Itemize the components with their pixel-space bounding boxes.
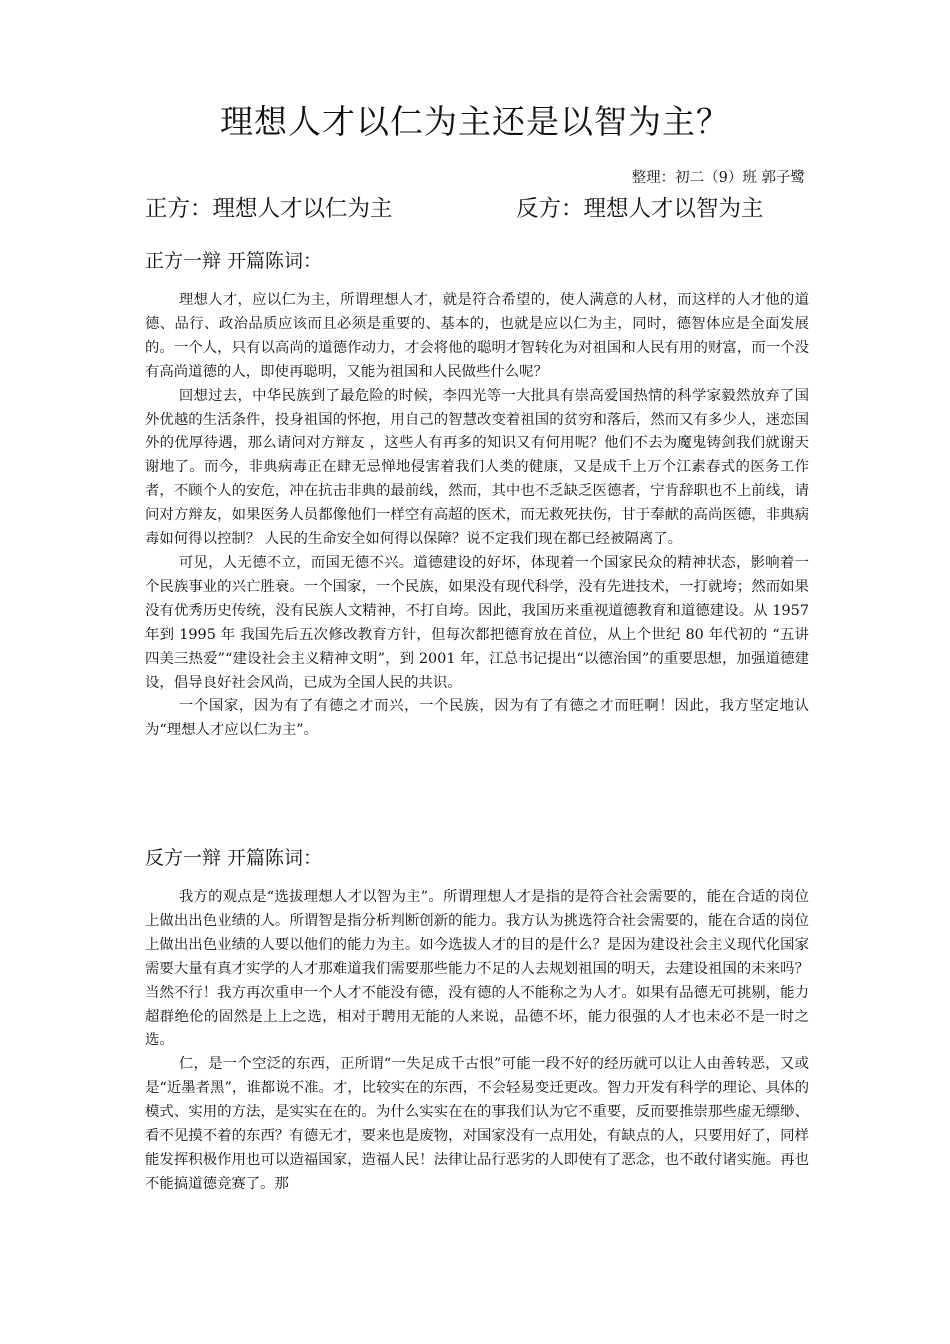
paragraph: 回想过去，中华民族到了最危险的时候，李四光等一大批具有崇高爱国热情的科学家毅然放弃了国外优越的生活条件，投身祖国的怀抱，用自己的智慧改变着祖国的贫穷和落后，然而又有多少人，迷恋国外的优厚待遇，那么请问对方辩友 ，这些人有再多的知识又有何用呢？他们不去为魔鬼铸剑我们就谢天谢地了。而今，非典病毒正在肆无忌惮地侵害着我们人类的健康，又是成千上万个江素春式的医务工作者，不顾个人的安危，冲在抗击非典的最前线，然而，其中也不乏缺乏医德者，宁肯辞职也不上前线，请问对方辩友，如果医务人员都像他们一样空有高超的医术，而无救死扶伤，甘于奉献的高尚医德，非典病毒如何得以控制？ 人民的生命安全如何得以保障？说不定我们现在都已经被隔离了。: [145, 387, 809, 548]
con-side-statement: 反方：理想人才以智为主: [516, 196, 764, 222]
compiler-credit: 整理：初二（9）班 郭子鹭: [631, 170, 805, 186]
paragraph: 仁，是一个空泛的东西，正所谓“一失足成千古恨”可能一段不好的经历就可以让人由善转恶，又或是“近墨者黑”，谁都说不准。才，比较实在的东西，不会轻易变迁更改。智力开发有科学的理论、具体的模式、实用的方法，是实实在在的。为什么实实在在的事我们认为它不重要，反而要推崇那些虚无缥缈、看不见摸不着的东西？有德无才，要来也是废物，对国家没有一点用处，有缺点的人，只要用好了，同样能发挥积极作用也可以造福国家，造福人民！法律让品行恶劣的人即使有了恶念，也不敢付诸实施。再也不能搞道德竞赛了。那: [145, 1056, 809, 1192]
section-heading-pro: 正方一辩 开篇陈词：: [145, 250, 323, 272]
document-title: 理想人才以仁为主还是以智为主？: [220, 102, 730, 141]
section-heading-con: 反方一辩 开篇陈词：: [145, 847, 323, 869]
pro-side-statement: 正方：理想人才以仁为主: [145, 196, 393, 222]
paragraph: 理想人才，应以仁为主，所谓理想人才，就是符合希望的，使人满意的人材，而这样的人才他的道德、品行、政治品质应该而且必须是重要的、基本的，也就是应以仁为主，同时，德智体应是全面发展的。一个人，只有以高尚的道德作动力，才会将他的聪明才智转化为对祖国和人民有用的财富，而一个没有高尚道德的人，即使再聪明，又能为祖国和人民做些什么呢？: [145, 292, 809, 380]
paragraph: 我方的观点是“选拔理想人才以智为主”。所谓理想人才是指的是符合社会需要的，能在合适的岗位上做出出色业绩的人。所谓智是指分析判断创新的能力。我方认为挑选符合社会需要的，能在合适的岗位上做出出色业绩的人要以他们的能力为主。如今选拔人才的目的是什么？是因为建设社会主义现代化国家需要大量有真才实学的人才那难道我们需要那些能力不足的人去规划祖国的明天，去建设祖国的未来吗？当然不行！我方再次重申一个人才不能没有德，没有德的人不能称之为人才。如果有品德无可挑剔，能力超群绝伦的固然是上上之选，相对于聘用无能的人来说，品德不坏，能力很强的人才也未必不是一时之选。: [145, 889, 809, 1049]
section-body-pro: [145, 289, 809, 743]
paragraph: 一个国家，因为有了有德之才而兴，一个民族，因为有了有德之才而旺啊！因此，我方坚定地认为“理想人才应以仁为主”。: [145, 698, 809, 739]
paragraph: 可见，人无德不立，而国无德不兴。道德建设的好坏，体现着一个国家民众的精神状态，影响着一个民族事业的兴亡胜衰。一个国家，一个民族，如果没有现代科学，没有先进技术，一打就垮；然而如果没有优秀历史传统，没有民族人文精神，不打自垮。因此，我国历来重视道德教育和道德建设。从 1957 年到 1995 年 我国先后五次修改教育方针，但每次都把德育放在首位，从上个世纪 80 年代初的 “五讲四美三热爱”“建设社会主义精神文明”，到 2001 年，江总书记提出“以德治国”的重要思想，加强道德建设，倡导良好社会风尚，已成为全国人民的共识。: [145, 554, 809, 691]
section-body-con: [145, 886, 809, 1197]
